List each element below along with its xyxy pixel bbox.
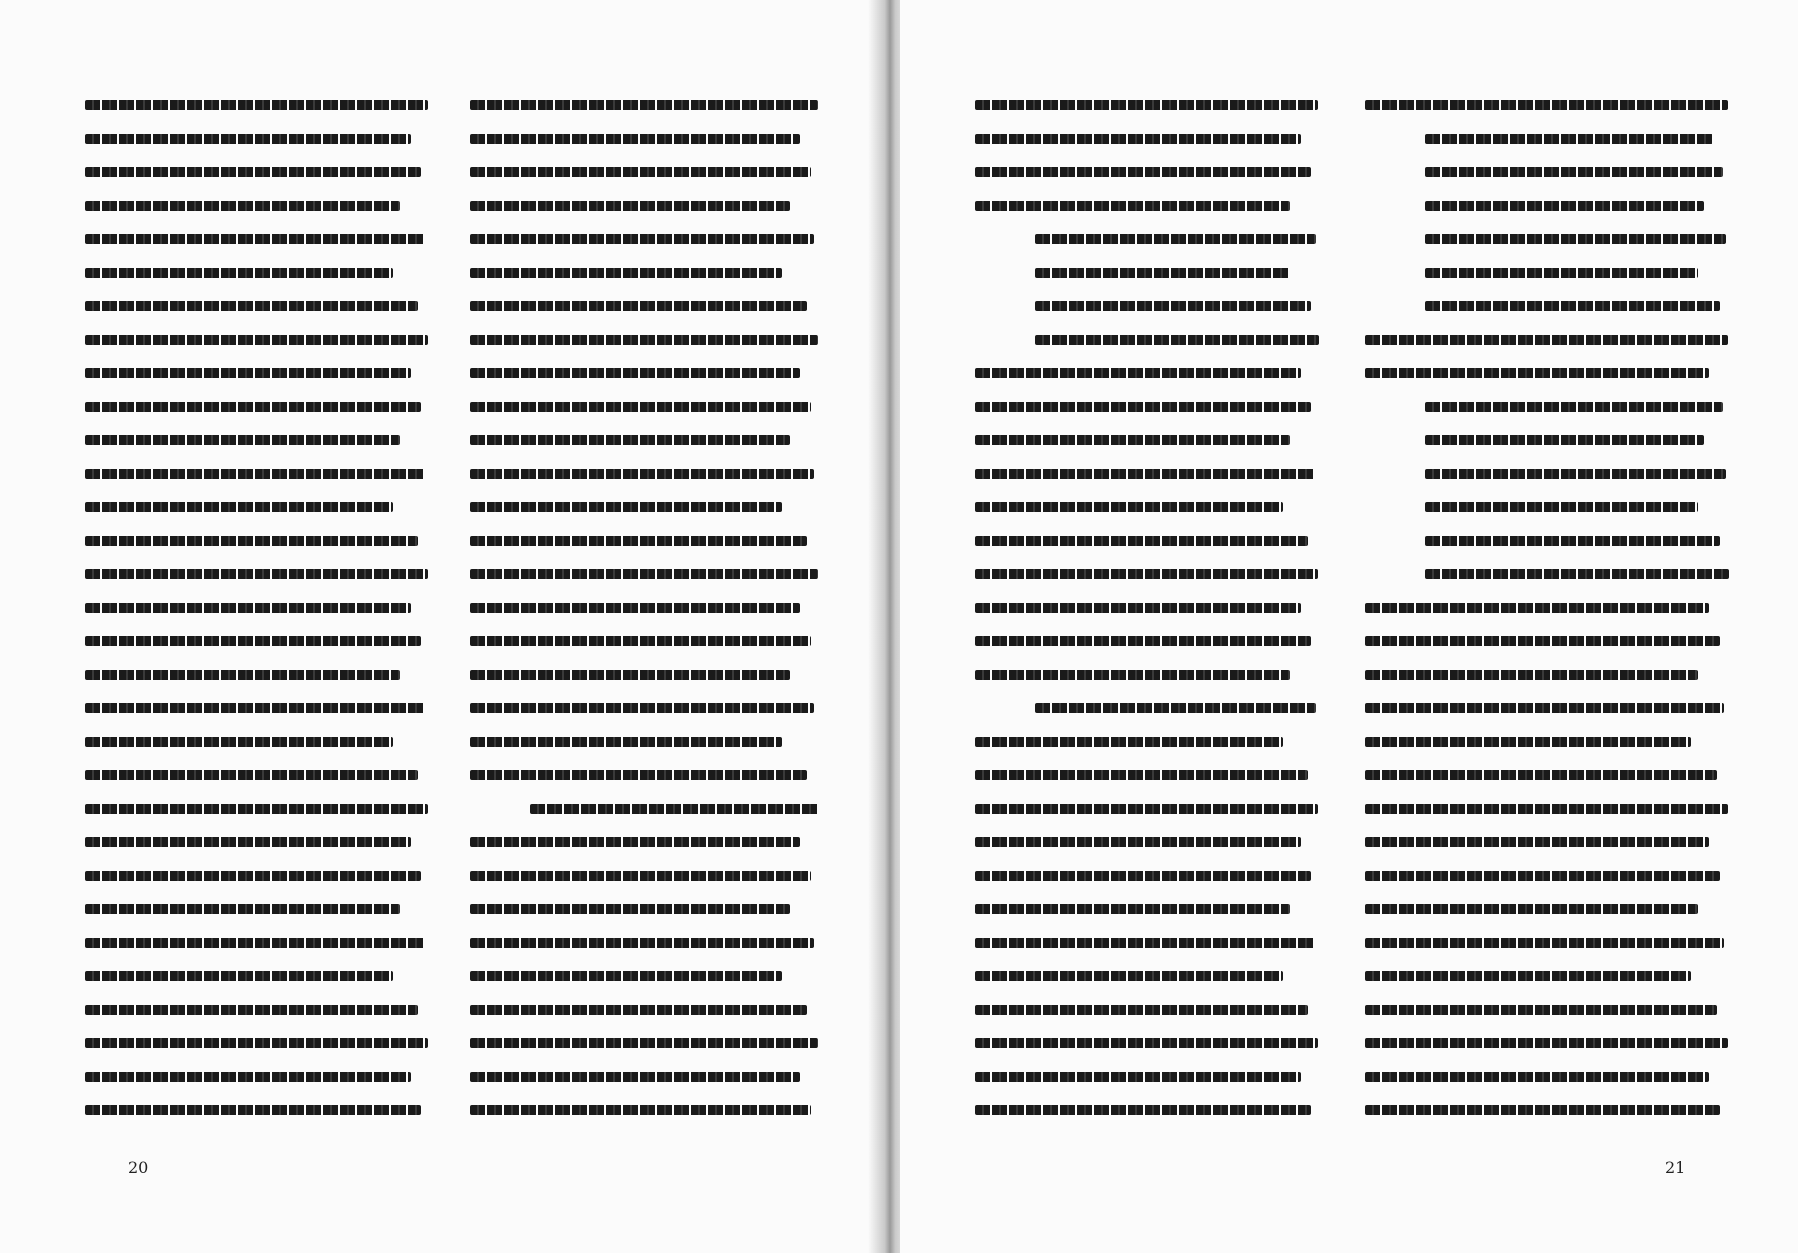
left-page-column-2 — [470, 100, 825, 1140]
text-line — [85, 502, 393, 512]
text-line — [975, 636, 1311, 646]
text-line — [975, 201, 1290, 211]
text-line — [470, 435, 790, 445]
text-line — [85, 268, 393, 278]
text-line — [470, 871, 811, 881]
text-line — [85, 335, 428, 345]
text-line — [1035, 335, 1319, 345]
right-page-column-2 — [1365, 100, 1735, 1140]
left-page — [0, 0, 880, 1253]
text-line — [975, 1072, 1301, 1082]
text-line — [470, 971, 782, 981]
text-line — [85, 402, 421, 412]
text-line — [470, 134, 800, 144]
text-line — [975, 536, 1308, 546]
text-line — [85, 871, 421, 881]
text-line — [470, 402, 811, 412]
text-line — [85, 368, 411, 378]
text-line — [975, 469, 1315, 479]
text-line — [1035, 301, 1311, 311]
left-page-column-1 — [85, 100, 435, 1140]
text-line — [85, 167, 421, 177]
text-line — [975, 770, 1308, 780]
text-line — [85, 1005, 418, 1015]
text-line — [975, 938, 1315, 948]
text-line — [470, 837, 800, 847]
text-line — [1425, 536, 1720, 546]
text-line — [1035, 703, 1316, 713]
text-line — [1365, 871, 1720, 881]
text-line — [85, 435, 400, 445]
text-line — [975, 435, 1290, 445]
text-line — [1365, 636, 1720, 646]
text-line — [470, 1038, 818, 1048]
text-line — [85, 134, 411, 144]
text-line — [975, 904, 1290, 914]
text-line — [85, 804, 428, 814]
text-line — [975, 804, 1318, 814]
text-line — [1035, 234, 1316, 244]
text-line — [470, 737, 782, 747]
text-line — [470, 502, 782, 512]
text-line — [975, 569, 1318, 579]
text-line — [470, 770, 807, 780]
text-line — [1425, 201, 1704, 211]
text-line — [1365, 368, 1709, 378]
page-number-left: 20 — [128, 1158, 149, 1177]
text-line — [470, 1005, 807, 1015]
text-line — [85, 603, 411, 613]
text-line — [470, 569, 818, 579]
text-line — [975, 737, 1283, 747]
text-line — [975, 603, 1301, 613]
text-line — [85, 636, 421, 646]
text-line — [1365, 335, 1728, 345]
text-line — [85, 971, 393, 981]
text-line — [470, 1072, 800, 1082]
text-line — [1365, 971, 1691, 981]
text-line — [1365, 703, 1724, 713]
text-line — [975, 167, 1311, 177]
text-line — [975, 871, 1311, 881]
text-line — [85, 234, 425, 244]
text-line — [1365, 1038, 1728, 1048]
text-line — [85, 536, 418, 546]
text-line — [975, 502, 1283, 512]
text-line — [1365, 770, 1717, 780]
text-line — [975, 134, 1301, 144]
right-page-column-1 — [975, 100, 1325, 1140]
text-line — [470, 201, 790, 211]
text-line — [1425, 268, 1698, 278]
text-line — [470, 167, 811, 177]
text-line — [85, 1072, 411, 1082]
page-number-right: 21 — [1665, 1158, 1686, 1177]
text-line — [1425, 167, 1723, 177]
text-line — [470, 301, 807, 311]
text-line — [85, 770, 418, 780]
text-line — [1365, 904, 1698, 914]
text-line — [1425, 134, 1713, 144]
text-line — [470, 536, 807, 546]
text-line — [1425, 469, 1726, 479]
text-line — [85, 670, 400, 680]
text-line — [85, 737, 393, 747]
text-line — [1365, 1072, 1709, 1082]
text-line — [1425, 234, 1726, 244]
right-page — [900, 0, 1798, 1253]
text-line — [1365, 670, 1698, 680]
text-line — [975, 670, 1290, 680]
text-line — [1365, 100, 1728, 110]
text-line — [85, 1038, 428, 1048]
text-line — [1365, 938, 1724, 948]
text-line — [530, 804, 819, 814]
text-line — [470, 1105, 811, 1115]
text-line — [975, 1105, 1311, 1115]
text-line — [85, 469, 425, 479]
text-line — [470, 603, 800, 613]
text-line — [85, 837, 411, 847]
text-line — [470, 335, 818, 345]
text-line — [1425, 435, 1704, 445]
text-line — [470, 703, 814, 713]
text-line — [470, 670, 790, 680]
text-line — [470, 368, 800, 378]
text-line — [85, 703, 425, 713]
text-line — [975, 971, 1283, 981]
text-line — [85, 100, 428, 110]
text-line — [85, 1105, 421, 1115]
text-line — [85, 904, 400, 914]
text-line — [470, 938, 814, 948]
text-line — [1035, 268, 1290, 278]
text-line — [85, 569, 428, 579]
text-line — [1425, 502, 1698, 512]
text-line — [1365, 737, 1691, 747]
text-line — [975, 368, 1301, 378]
text-line — [85, 938, 425, 948]
text-line — [470, 469, 814, 479]
text-line — [470, 268, 782, 278]
text-line — [470, 904, 790, 914]
text-line — [975, 1005, 1308, 1015]
text-line — [470, 234, 814, 244]
text-line — [975, 837, 1301, 847]
text-line — [1425, 569, 1729, 579]
text-line — [975, 100, 1318, 110]
text-line — [1425, 402, 1723, 412]
text-line — [85, 301, 418, 311]
text-line — [470, 100, 818, 110]
text-line — [85, 201, 400, 211]
text-line — [1365, 1005, 1717, 1015]
text-line — [1365, 837, 1709, 847]
text-line — [975, 402, 1311, 412]
text-line — [1365, 804, 1728, 814]
text-line — [1365, 603, 1709, 613]
text-line — [975, 1038, 1318, 1048]
text-line — [470, 636, 811, 646]
text-line — [1365, 1105, 1720, 1115]
text-line — [1425, 301, 1720, 311]
